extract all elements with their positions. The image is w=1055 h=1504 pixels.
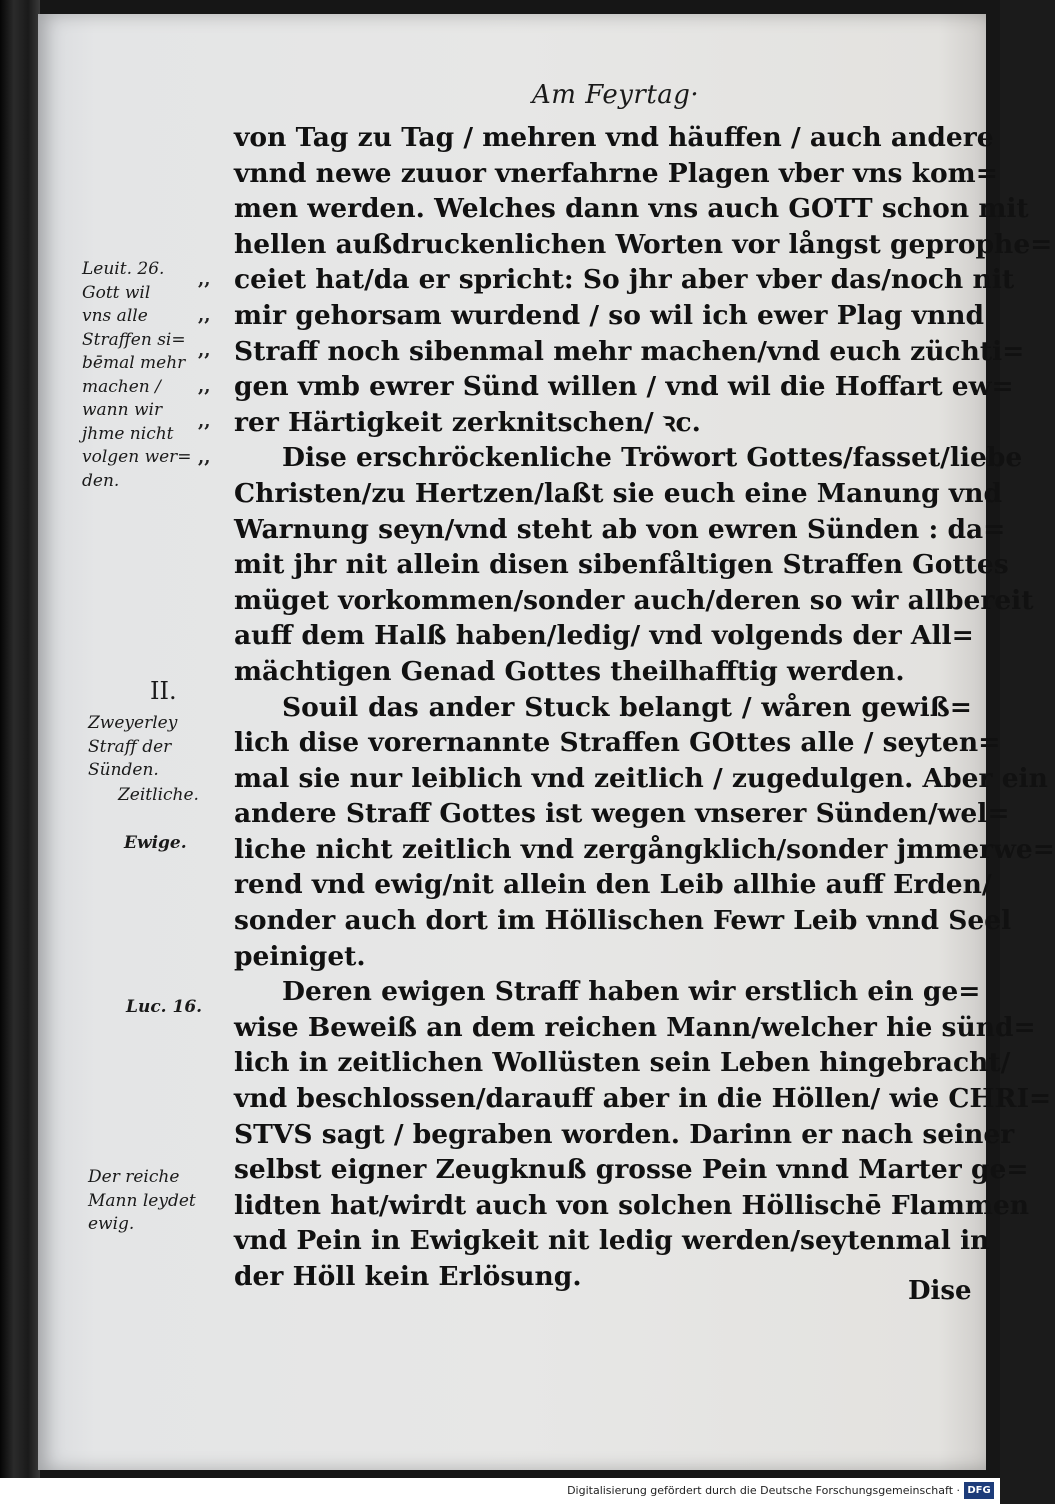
text-line: gen vmb ewrer Sünd willen / vnd wil die Hoffart ew= [234, 371, 1014, 403]
text-line: lich dise vorernannte Straffen GOttes alle / seyten= [234, 727, 1001, 759]
margin-note-line: Zeitliche. [118, 785, 199, 805]
margin-note-ewige [124, 832, 187, 856]
margin-note-line: Zweyerley [88, 713, 178, 733]
text-line: Christen/zu Hertzen/laßt sie euch eine Manung vnd [234, 477, 1003, 509]
quote-mark: ,, [198, 375, 211, 397]
text-line: Straff noch sibenmal mehr machen/vnd euch züchti= [234, 335, 1025, 367]
text-line: sonder auch dort im Höllischen Fewr Leib vnnd Seel [234, 905, 1012, 937]
margin-note-line: Ewige. [124, 833, 187, 853]
text-line: mit jhr nit allein disen sibenfåltigen Straffen Gottes [234, 549, 1009, 581]
text-line: selbst eigner Zeugknuß grosse Pein vnnd Marter ge= [234, 1154, 1029, 1186]
text-line: ceiet hat/da er spricht: So jhr aber vber das/noch nit [234, 264, 1015, 296]
text-line: mal sie nur leiblich vnd zeitlich / zugedulgen. Aber ein [234, 762, 1048, 794]
text-line: mächtigen Genad Gottes theilhafftig werden. [234, 655, 905, 687]
margin-note-luc [126, 996, 202, 1020]
margin-note-line: Sünden. [88, 760, 159, 780]
margin-note-line: wann wir [82, 400, 163, 420]
text-line: hellen außdruckenlichen Worten vor långst geprophe= [234, 228, 1053, 260]
margin-note-line: ewig. [88, 1214, 135, 1234]
footer-bar [0, 1478, 1000, 1504]
text-line: der Höll kein Erlösung. [234, 1261, 582, 1292]
margin-note-leuit [82, 258, 192, 493]
margin-note-line: Leuit. 26. [82, 259, 165, 279]
margin-note-line: volgen wer= [82, 447, 192, 467]
text-line: rer Härtigkeit zerknitschen/ ꝛc. [234, 406, 701, 438]
book-spine-edge [0, 0, 40, 1478]
text-line: mir gehorsam wurdend / so wil ich ewer Plag vnnd [234, 299, 985, 331]
text-line: von Tag zu Tag / mehren vnd häuffen / auch andere [234, 122, 994, 153]
footer-credit: Digitalisierung gefördert durch die Deutsche Forschungsgemeinschaft · [567, 1484, 960, 1497]
margin-note-line: Gott wil [82, 282, 151, 303]
text-line: müget vorkommen/sonder auch/deren so wir allbereit [234, 584, 1034, 616]
quote-mark: ,, [198, 340, 211, 362]
margin-note-line: II. [150, 677, 177, 705]
margin-note-zweyerley [88, 712, 177, 783]
text-line: liche nicht zeitlich vnd zergångklich/sonder jmmerwe= [234, 833, 1055, 865]
quote-mark: ,, [198, 446, 211, 468]
quotation-marks [198, 262, 211, 476]
text-line: vnnd newe zuuor vnerfahrne Plagen vber vns kom= [234, 157, 998, 189]
catchword: Dise [908, 1276, 972, 1306]
text-line: peiniget. [234, 940, 366, 972]
dfg-logo: DFG [964, 1482, 994, 1499]
text-line: auff dem Halß haben/ledig/ vnd volgends der All= [234, 620, 974, 652]
text-line: vnd Pein in Ewigkeit nit ledig werden/seytenmal in [234, 1225, 990, 1257]
text-line: wise Beweiß an dem reichen Mann/welcher hie sünd= [234, 1011, 1036, 1043]
text-line: lidten hat/wirdt auch von solchen Höllischē Flammen [234, 1189, 1030, 1221]
quote-mark: ,, [198, 304, 211, 326]
text-line: Souil das ander Stuck belangt / wåren gewiß= [282, 691, 972, 723]
margin-note-line: Mann leydet [88, 1190, 196, 1211]
margin-note-line: Der reiche [88, 1167, 180, 1187]
margin-note-line: jhme nicht [82, 423, 174, 444]
text-line: vnd beschlossen/darauff aber in die Höllen/ wie CHRI= [234, 1083, 1052, 1115]
text-line: men werden. Welches dann vns auch GOTT schon mit [234, 193, 1029, 225]
text-line: rend vnd ewig/nit allein den Leib allhie auff Erden/ [234, 869, 992, 901]
margin-note-section-number [150, 677, 177, 705]
text-line: andere Straff Gottes ist wegen vnserer Sünden/wel= [234, 798, 1010, 830]
running-head: Am Feyrtag· [532, 80, 700, 110]
text-line: Warnung seyn/vnd steht ab von ewren Sünden : da= [234, 513, 1006, 545]
text-line: STVS sagt / begraben worden. Darinn er nach seiner [234, 1118, 1015, 1150]
margin-note-line: Straff der [88, 736, 172, 757]
text-line: Deren ewigen Straff haben wir erstlich ein ge= [282, 976, 981, 1008]
text-line: Dise erschröckenliche Tröwort Gottes/fasset/liebe [282, 442, 1023, 474]
body-text [234, 120, 1055, 1295]
quote-mark: ,, [198, 411, 211, 433]
margin-note-line: Straffen si= [82, 329, 186, 350]
margin-note-line: machen / [82, 376, 161, 397]
margin-note-reiche-mann [88, 1166, 196, 1237]
margin-note-line: Luc. 16. [126, 997, 203, 1017]
quote-mark: ,, [198, 269, 211, 290]
margin-note-line: den. [82, 470, 120, 491]
margin-note-line: bēmal mehr [82, 353, 186, 373]
margin-note-line: vns alle [82, 306, 148, 326]
margin-note-zeitliche [118, 784, 199, 808]
text-line: lich in zeitlichen Wollüsten sein Leben hingebracht/ [234, 1047, 1011, 1079]
